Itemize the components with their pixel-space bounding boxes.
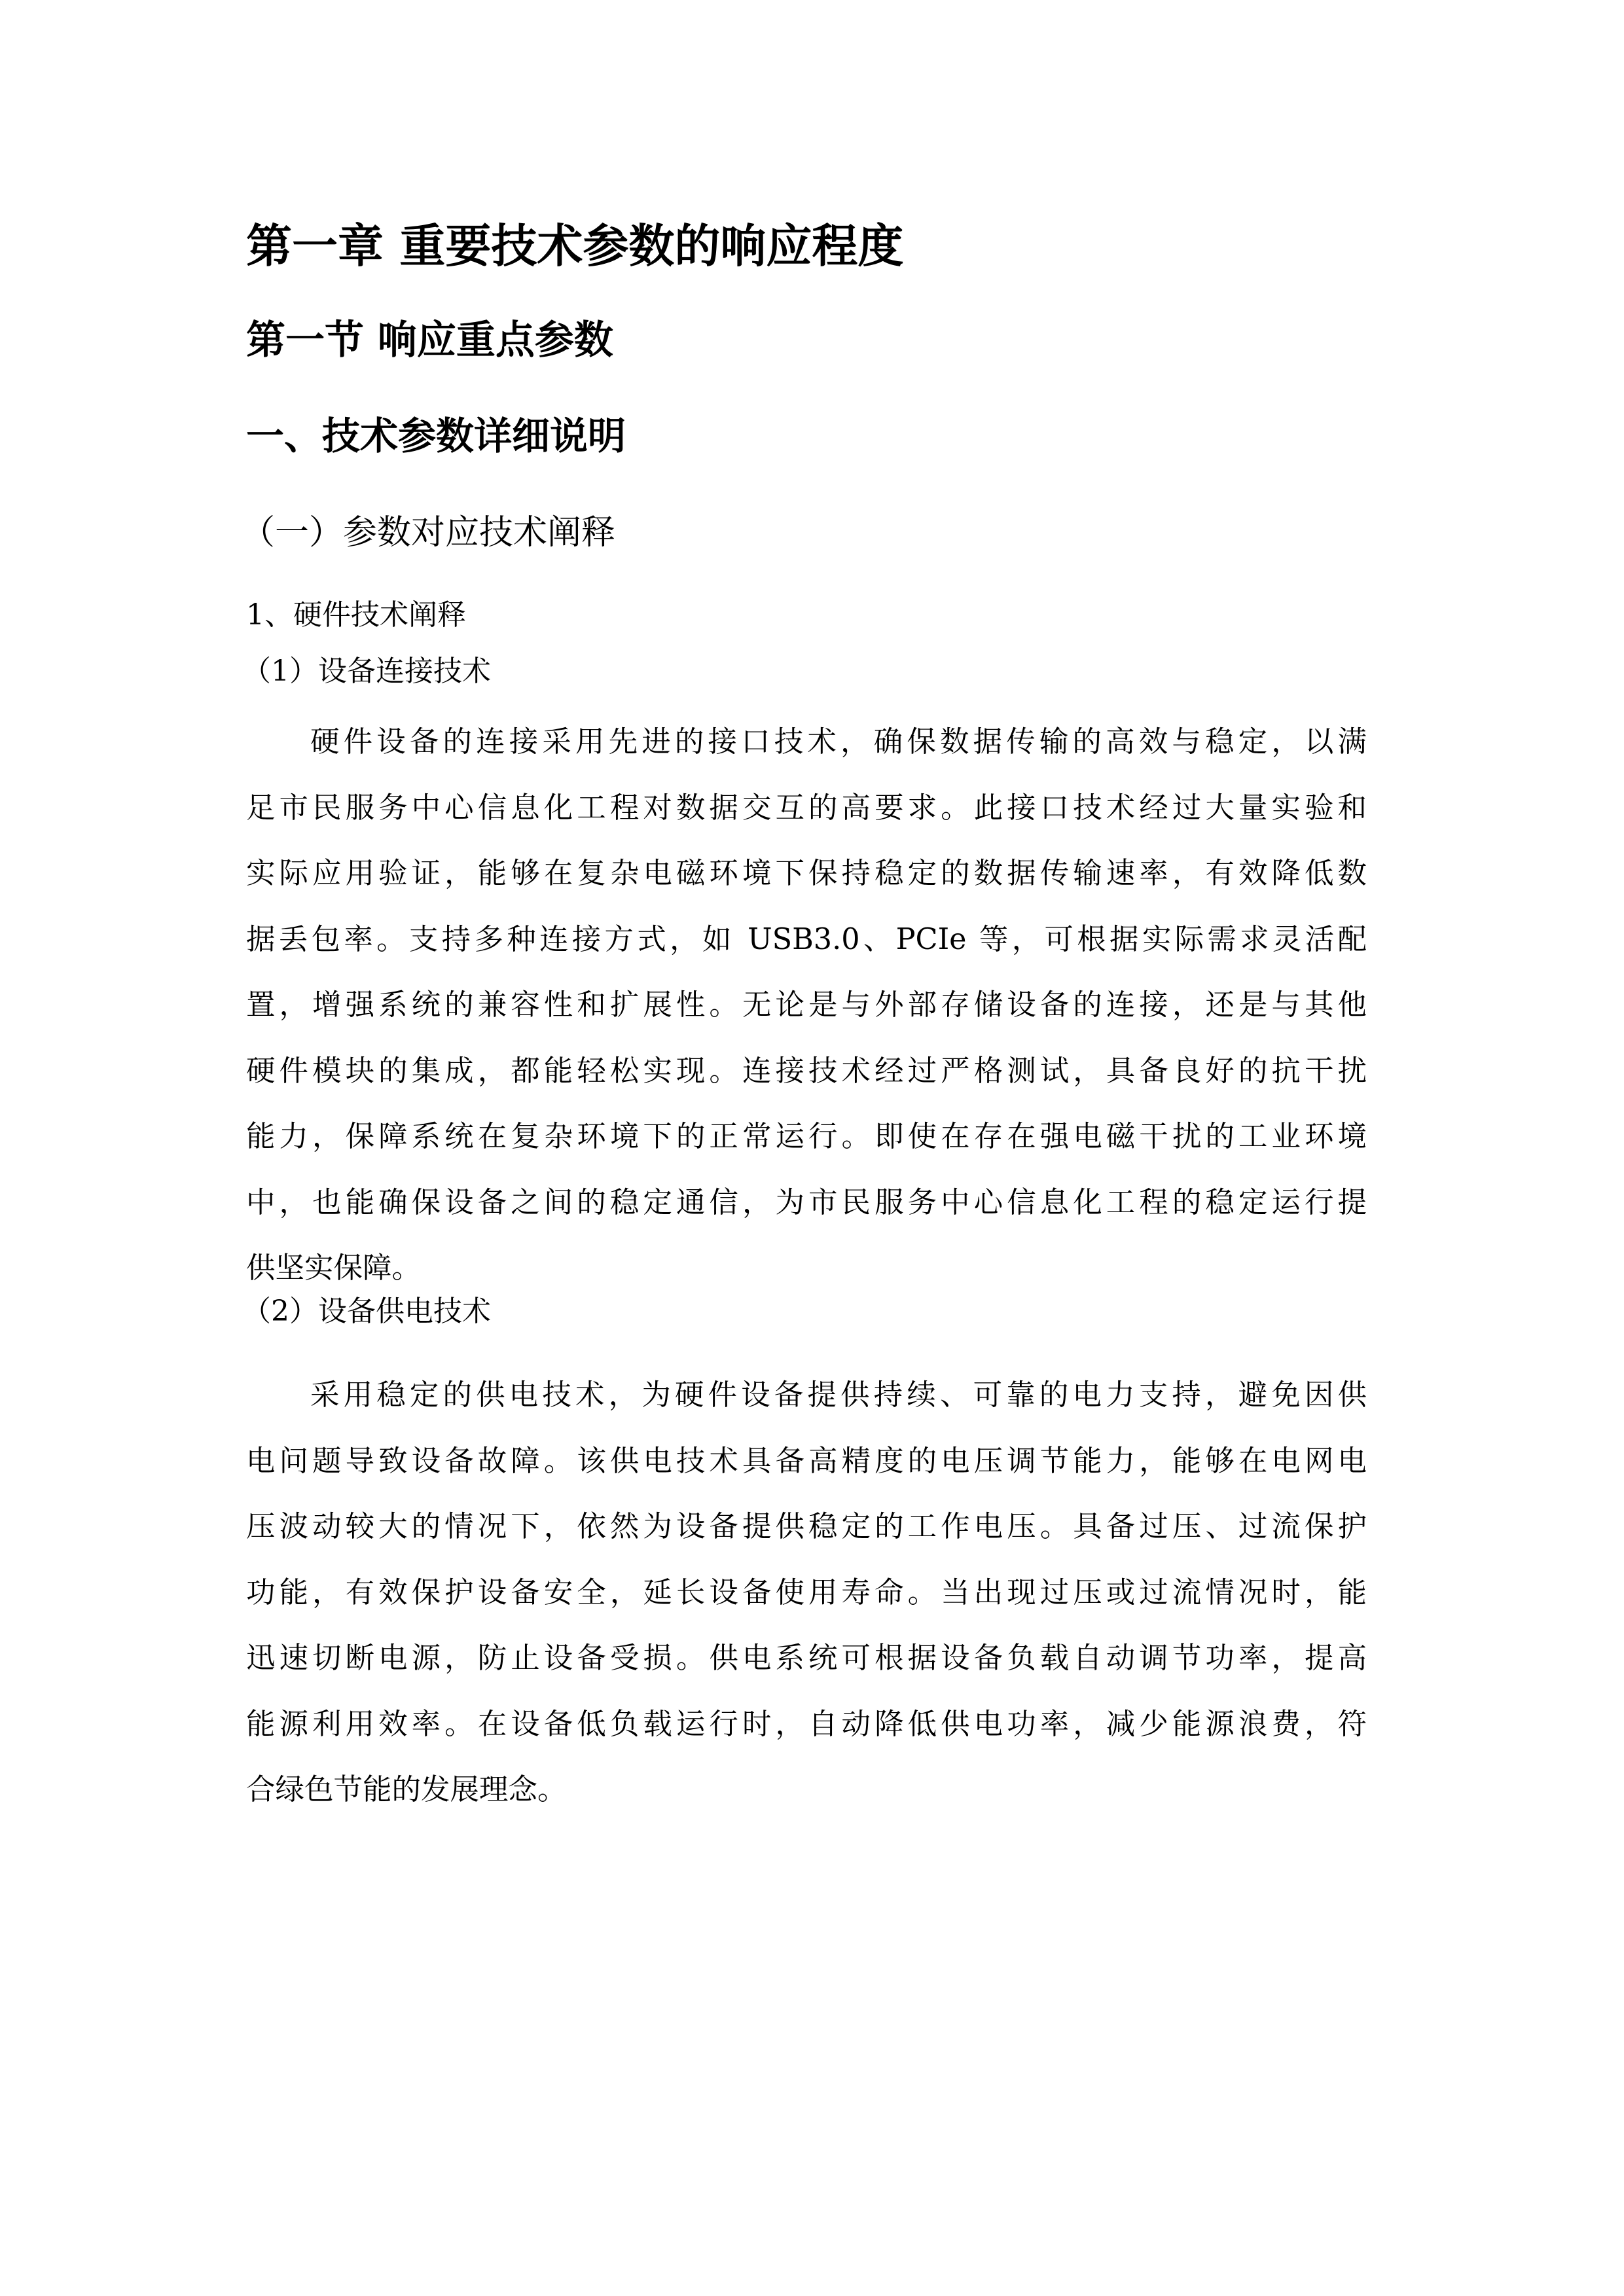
item-title: 1、硬件技术阐释	[246, 598, 466, 632]
paragraph-line: 能源利用效率。在设备低负载运行时，自动降低供电功率，减少能源浪费，符	[246, 1707, 1367, 1741]
paragraph-line: 供坚实保障。	[246, 1251, 422, 1285]
paragraph-line: 硬件设备的连接采用先进的接口技术，确保数据传输的高效与稳定，以满	[310, 725, 1367, 759]
sub-item-title-power: （2）设备供电技术	[242, 1295, 491, 1328]
paragraph-line: 采用稳定的供电技术，为硬件设备提供持续、可靠的电力支持，避免因供	[310, 1378, 1367, 1412]
subsection-title: 一、技术参数详细说明	[246, 414, 626, 458]
paragraph-line: 实际应用验证，能够在复杂电磁环境下保持稳定的数据传输速率，有效降低数	[246, 857, 1367, 890]
paragraph-connection-technology	[246, 709, 1367, 1302]
paragraph-line: 功能，有效保护设备安全，延长设备使用寿命。当出现过压或过流情况时，能	[246, 1575, 1367, 1609]
paragraph-line: 压波动较大的情况下，依然为设备提供稳定的工作电压。具备过压、过流保护	[246, 1510, 1367, 1543]
subsubsection-title: （一）参数对应技术阐释	[241, 513, 616, 552]
paragraph-line: 迅速切断电源，防止设备受损。供电系统可根据设备负载自动调节功率，提高	[246, 1641, 1367, 1675]
paragraph-line: 足市民服务中心信息化工程对数据交互的高要求。此接口技术经过大量实验和	[246, 791, 1367, 825]
sub-item-title-connection: （1）设备连接技术	[242, 655, 491, 688]
paragraph-line: 中，也能确保设备之间的稳定通信，为市民服务中心信息化工程的稳定运行提	[246, 1185, 1367, 1219]
paragraph-line: 置，增强系统的兼容性和扩展性。无论是与外部存储设备的连接，还是与其他	[246, 988, 1367, 1022]
paragraph-line: 电问题导致设备故障。该供电技术具备高精度的电压调节能力，能够在电网电	[246, 1444, 1367, 1478]
paragraph-line: 能力，保障系统在复杂环境下的正常运行。即使在存在强电磁干扰的工业环境	[246, 1120, 1367, 1153]
paragraph-line: 据丢包率。支持多种连接方式，如 USB3.0、PCIe 等，可根据实际需求灵活配	[246, 922, 1367, 956]
chapter-title: 第一章 重要技术参数的响应程度	[246, 219, 904, 273]
paragraph-line: 硬件模块的集成，都能轻松实现。连接技术经过严格测试，具备良好的抗干扰	[246, 1054, 1367, 1088]
paragraph-line: 合绿色节能的发展理念。	[246, 1773, 567, 1806]
section-title: 第一节 响应重点参数	[246, 317, 613, 363]
paragraph-power-technology	[246, 1363, 1367, 1823]
